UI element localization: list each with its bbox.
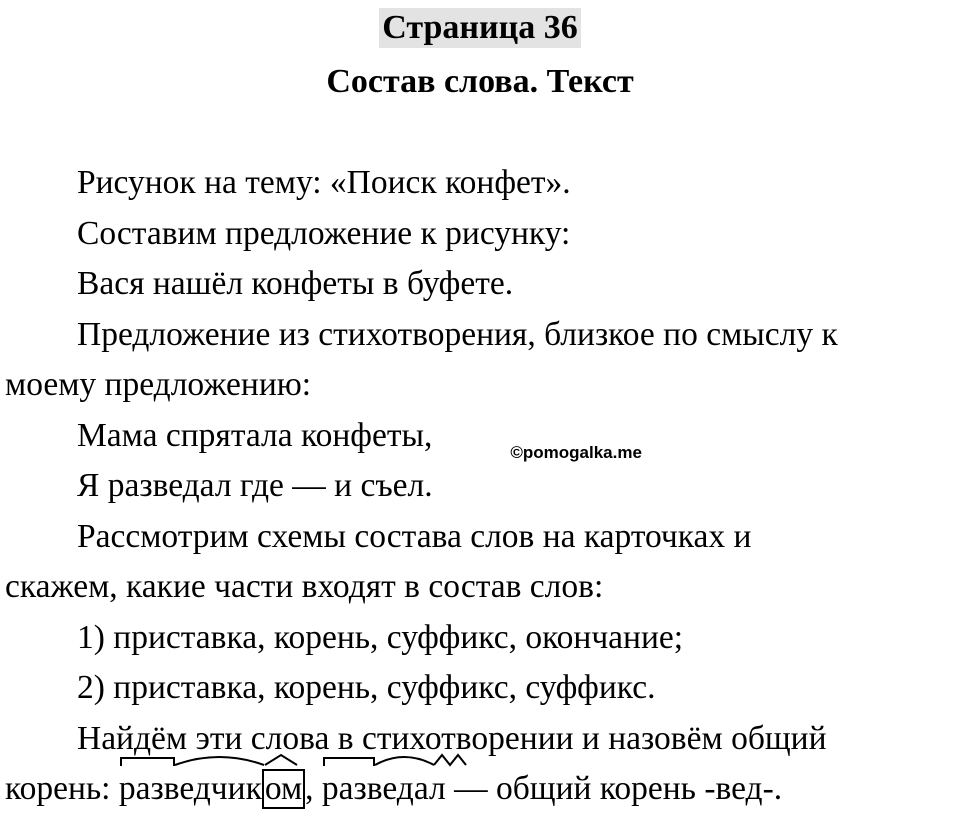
poem-line-2: Я разведал где — и съел. <box>77 467 433 504</box>
poem-line-1 <box>5 411 960 462</box>
page-number: Страница 36 <box>379 8 580 48</box>
paragraph-poem-intro: Предложение из стихотворения, близкое по смыслу к <box>77 315 838 353</box>
morpheme-marks-icon-2 <box>322 752 472 772</box>
morph-word-razvedal <box>322 764 446 815</box>
word1-stem: разведчик <box>118 770 262 807</box>
word-separator: , <box>305 770 322 807</box>
scheme-item-1: 1) приставка, корень, суффикс, окончание; <box>77 618 684 656</box>
paragraph-schemes: Рассмотрим схемы состава слов на карточках и <box>77 517 752 555</box>
watermark: ©pomogalka.me <box>510 442 642 462</box>
page-header <box>0 6 960 104</box>
document-body <box>5 158 960 815</box>
paragraph-compose: Составим предложение к рисунку: <box>77 214 571 252</box>
suffix-caret-2 <box>434 755 466 765</box>
scheme-item-2: 2) приставка, корень, суффикс, суффикс. <box>77 669 656 706</box>
word1-ending: ом <box>262 769 305 809</box>
root-label: корень: <box>5 770 119 807</box>
suffix-caret <box>265 755 297 765</box>
section-title: Состав слова. Текст <box>326 63 634 100</box>
word2-text: разведал <box>321 770 446 807</box>
paragraph-poem-intro-cont: моему предложению: <box>5 366 312 403</box>
root-conclusion: — общий корень -вед-. <box>445 770 783 807</box>
paragraph-schemes-cont: скажем, какие части входят в состав слов: <box>5 568 604 605</box>
morph-word-razvedchikom <box>119 764 305 815</box>
paragraph-topic: Рисунок на тему: «Поиск конфет». <box>77 164 571 201</box>
poem-line-1-text: Мама спрятала конфеты, <box>77 416 433 454</box>
morpheme-marks-icon <box>119 752 334 772</box>
paragraph-find-words-cont <box>5 764 960 815</box>
root-arc-2 <box>375 757 434 765</box>
prefix-mark-2 <box>324 758 374 766</box>
prefix-mark <box>121 758 174 766</box>
paragraph-find-words: Найдём эти слова в стихотворении и назовём общий <box>77 719 827 757</box>
paragraph-sentence: Вася нашёл конфеты в буфете. <box>77 265 514 302</box>
root-arc <box>175 757 264 765</box>
